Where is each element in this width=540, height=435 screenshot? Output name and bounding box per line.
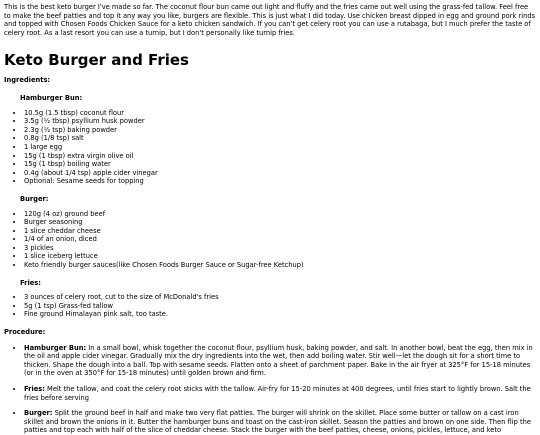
list-item: • 15g (1 tbsp) boiling water <box>24 160 536 169</box>
burger-ingredients-list <box>4 210 536 270</box>
list-item: • Burger seasoning <box>24 218 536 227</box>
step-text: Split the ground beef in half and make two very flat patties. The burger will shrink on the skillet. Place some butter or tallow on a cast iron skillet and brown the onions in it. Butter the hamburger buns and toast on the cast-iron skillet. Season the patties and brown on one side. Then flip the patties and top each with half of the slice of cheddar cheese. Stack the burger with the beef patties, cheese, onions, pickles, lettuce, and keto <box>24 409 531 435</box>
list-item: • 120g (4 oz) ground beef <box>24 210 536 219</box>
list-item: • 1 large egg <box>24 143 536 152</box>
procedure-list <box>4 344 536 435</box>
intro-paragraph: This is the best keto burger I've made so far. The coconut flour bun came out light and fluffy and the fries came out well using the grass-fed tallow. Feel free to make the beef patties and top it any way you like, burgers are flexible. This is just what I did today. Use chicken breast dipped in egg and ground pork rinds and topped with Chosen Foods Chicken Sauce for a keto chicken sandwich. If you can't get celery root you can use a rutabaga, but I much prefer the taste of celery root. As a last resort you can use a turnip, but I don't personally like turnip fries. <box>4 3 536 37</box>
list-item: • 3.5g (½ tbsp) psyllium husk powder <box>24 117 536 126</box>
list-item: • 3 pickles <box>24 244 536 253</box>
list-item: • 5g (1 tsp) Grass-fed tallow <box>24 302 536 311</box>
burger-heading: Burger: <box>20 194 49 203</box>
list-item: • 0.8g (1/8 tsp) salt <box>24 134 536 143</box>
list-item: • 2.3g (½ tsp) baking powder <box>24 126 536 135</box>
procedure-step <box>24 385 536 402</box>
list-item: • 1 slice iceberg lettuce <box>24 252 536 261</box>
fries-heading: Fries: <box>20 278 41 287</box>
fries-ingredients-list <box>4 293 536 319</box>
step-label: Fries: <box>24 385 45 393</box>
list-item: • Keto friendly burger sauces(like Chosen Foods Burger Sauce or Sugar-free Ketchup) <box>24 261 536 270</box>
step-label: Burger: <box>24 409 53 418</box>
procedure-step <box>24 344 536 378</box>
list-item: • 15g (1 tbsp) extra virgin olive oil <box>24 152 536 161</box>
step-label: Hamburger Bun: <box>24 343 87 352</box>
procedure-step <box>24 409 536 435</box>
procedure-heading: Procedure: <box>4 328 46 337</box>
bun-heading: Hamburger Bun: <box>20 93 83 102</box>
step-text: Melt the tallow, and coat the celery root sticks with the tallow. Air-fry for 15-20 minutes at 400 degrees, until fries start to lightly brown. Salt the fries before serving <box>24 385 531 402</box>
list-item: • 1/4 of an onion, diced <box>24 235 536 244</box>
list-item: • 1 slice cheddar cheese <box>24 227 536 236</box>
bun-ingredients-list <box>4 109 536 186</box>
ingredients-heading: Ingredients: <box>4 76 51 85</box>
list-item: • 3 ounces of celery root, cut to the size of McDonald's fries <box>24 293 536 302</box>
list-item: • Optional: Sesame seeds for topping <box>24 177 536 186</box>
recipe-title: Keto Burger and Fries <box>4 51 189 70</box>
step-text: In a small bowl, whisk together the coconut flour, psyllium husk, baking powder, and salt. In another bowl, beat the egg, then mix in the oil and apple cider vinegar. Gradually mix the dry ingredients into the wet, then add boiling water. Stir well—let the dough sit for a short time to thicken. Shape the dough into a ball. Top with sesame seeds. Flatten onto a sheet of parchment paper. Bake in the air fryer at 325°F for 15-18 minutes (or in the oven at 350°F for 15-18 minutes) until golden brown and firm. <box>24 343 533 378</box>
list-item: • 0.4g (about 1/4 tsp) apple cider vinegar <box>24 169 536 178</box>
list-item: • Fine ground Himalayan pink salt, too taste. <box>24 310 536 319</box>
list-item: • 10.5g (1.5 tbsp) coconut flour <box>24 109 536 118</box>
